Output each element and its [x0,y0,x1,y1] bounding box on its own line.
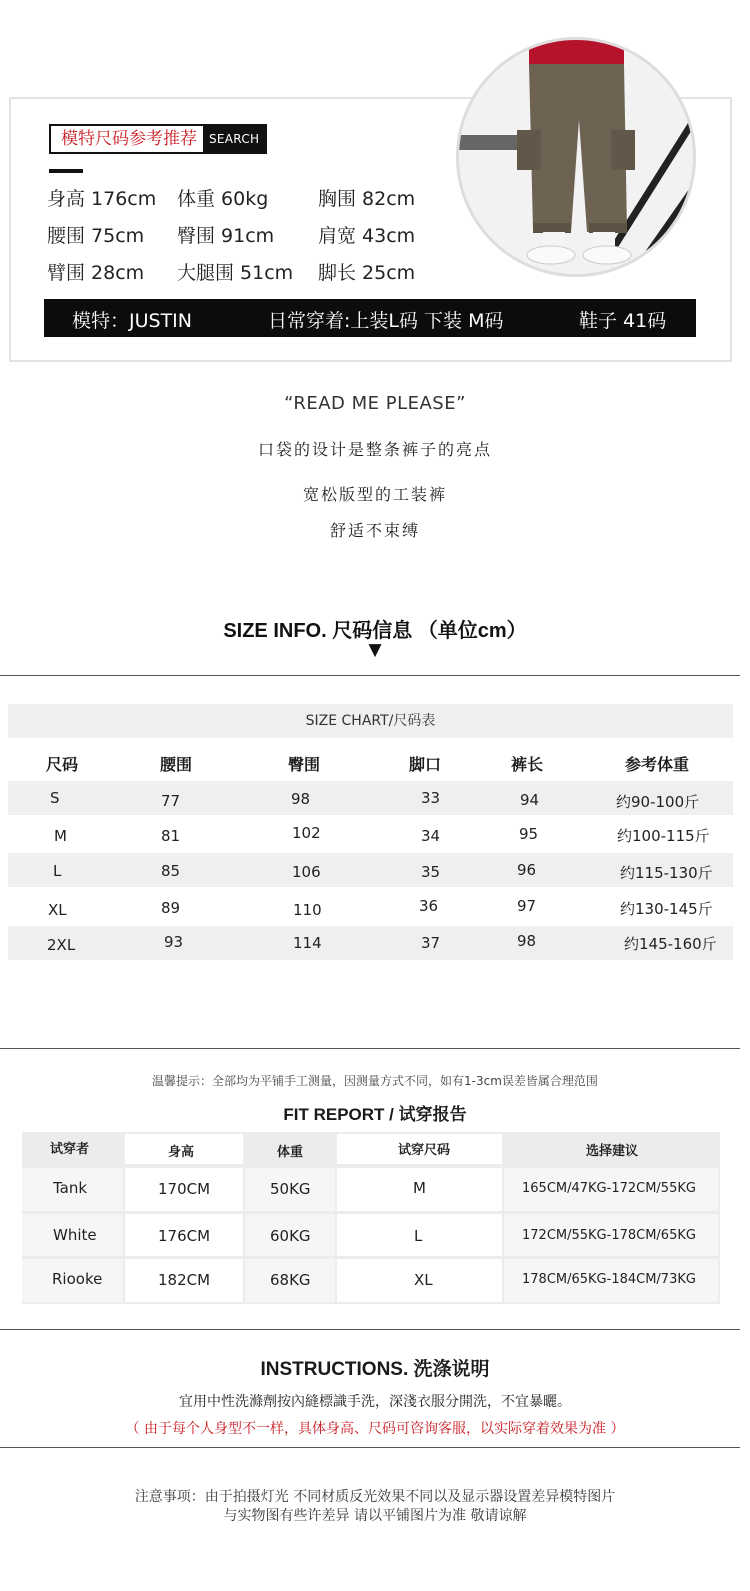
fit-cell: White [53,1226,97,1244]
header-hem: 脚口 [409,755,442,774]
fit-header-size: 试穿尺码 [398,1143,451,1158]
size-info-title: SIZE INFO. 尺码信息 （单位cm） [223,620,527,642]
size-cell: 约130-145斤 [620,900,713,918]
size-chart-title: SIZE CHART/尺码表 [8,704,733,738]
size-cell: 2XL [47,936,76,954]
model-photo [456,37,696,277]
divider [0,675,740,676]
size-cell: 约115-130斤 [620,864,713,882]
fit-cell: 165CM/47KG-172CM/55KG [522,1181,696,1196]
size-cell: 95 [519,825,539,843]
readme-heading: “READ ME PLEASE” [284,393,466,414]
fit-cell: 172CM/55KG-178CM/65KG [522,1228,696,1243]
size-cell: 33 [421,789,441,807]
size-cell: 37 [421,934,441,952]
fit-cell: 60KG [270,1227,311,1245]
intro-line-3: 舒适不束缚 [329,521,420,540]
fit-report-table [22,1132,720,1304]
model-tag [49,124,267,154]
header-size: 尺码 [46,755,79,774]
fit-cell: Tank [53,1179,88,1197]
sizing-disclaimer: （ 由于每个人身型不一样，具体身高、尺码可咨询客服，以实际穿着效果为准 ） [125,1421,625,1437]
model-info-bar [44,299,696,337]
model-name: 模特：JUSTIN [72,310,192,332]
instructions-title: INSTRUCTIONS. 洗涤说明 [260,1359,490,1380]
tag-underline [49,169,83,173]
size-cell: 106 [292,863,321,881]
measure-thigh: 大腿围 51cm [177,262,294,284]
model-daily-size: 日常穿着:上装L码 下装 M码 [268,310,504,332]
size-cell: 81 [161,827,181,845]
measure-waist: 腰围 75cm [47,225,145,247]
measurement-tip: 温馨提示：全部均为平铺手工测量，因测量方式不同，如有1-3cm误差皆属合理范围 [152,1074,598,1088]
fit-cell: 50KG [270,1180,311,1198]
model-photo-illustration [459,40,696,277]
divider [0,1447,740,1448]
measure-weight: 体重 60kg [177,188,269,210]
model-tag-cn: 模特尺码参考推荐 [51,126,203,152]
down-arrow-icon: ▼ [368,640,382,660]
size-cell: 96 [517,861,537,879]
measure-shoulder: 肩宽 43cm [318,225,416,247]
fit-report-title: FIT REPORT / 试穿报告 [283,1105,467,1124]
model-shoe-size: 鞋子 41码 [579,310,667,332]
size-cell: 约90-100斤 [616,793,700,811]
size-cell: 89 [161,899,181,917]
size-cell: 98 [291,790,311,808]
fit-cell: 182CM [158,1271,211,1289]
measure-arm: 臂围 28cm [47,262,145,284]
fit-row-sep [22,1256,720,1259]
notice-line-1: 注意事项：由于拍摄灯光 不同材质反光效果不同以及显示器设置差异模特图片 [134,1489,616,1505]
size-cell: 36 [419,897,439,915]
header-waist: 腰围 [160,755,193,774]
fit-header-height: 身高 [168,1145,195,1160]
intro-line-1: 口袋的设计是整条裤子的亮点 [257,440,492,459]
fit-cell: 68KG [270,1271,311,1289]
measure-chest: 胸围 82cm [318,188,416,210]
header-hip: 臀围 [288,755,321,774]
size-cell: S [50,789,60,807]
size-cell: 35 [421,863,441,881]
size-cell: 77 [161,792,181,810]
size-cell: L [53,862,62,880]
fit-header-tester: 试穿者 [50,1142,90,1157]
size-cell: 约100-115斤 [617,827,710,845]
size-cell: 102 [292,824,321,842]
size-cell: 34 [421,827,441,845]
size-cell: 114 [293,934,322,952]
fit-header-advice: 选择建议 [586,1144,639,1159]
size-cell: 85 [161,862,181,880]
size-cell: XL [48,901,67,919]
intro-line-2: 宽松版型的工装裤 [302,485,447,504]
fit-cell: 178CM/65KG-184CM/73KG [522,1272,696,1287]
divider [0,1048,740,1049]
fit-cell: 176CM [158,1227,211,1245]
size-cell: 93 [164,933,184,951]
fit-cell: Riooke [52,1270,103,1288]
size-cell: 97 [517,897,537,915]
size-cell: 98 [517,932,537,950]
fit-cell: L [414,1227,423,1245]
header-ref-weight: 参考体重 [625,755,690,774]
model-tag-en: SEARCH [203,126,265,152]
fit-cell: 170CM [158,1180,211,1198]
divider [0,1329,740,1330]
size-cell: 110 [293,901,322,919]
measure-foot: 脚长 25cm [318,262,416,284]
measure-hip: 臀围 91cm [177,225,275,247]
size-cell: M [54,827,67,845]
fit-header-weight: 体重 [277,1145,304,1160]
size-cell: 94 [520,791,540,809]
notice-line-2: 与实物图有些许差异 请以平铺图片为准 敬请谅解 [223,1508,527,1524]
fit-cell: XL [414,1271,433,1289]
fit-row-sep [22,1211,720,1214]
washing-instructions: 宜用中性洗滌劑按內縫標識手洗，深淺衣服分開洗，不宜暴曬。 [179,1394,571,1410]
fit-cell: M [413,1179,426,1197]
size-cell: 约145-160斤 [624,935,717,953]
header-length: 裤长 [511,755,544,774]
measure-height: 身高 176cm [47,188,157,210]
